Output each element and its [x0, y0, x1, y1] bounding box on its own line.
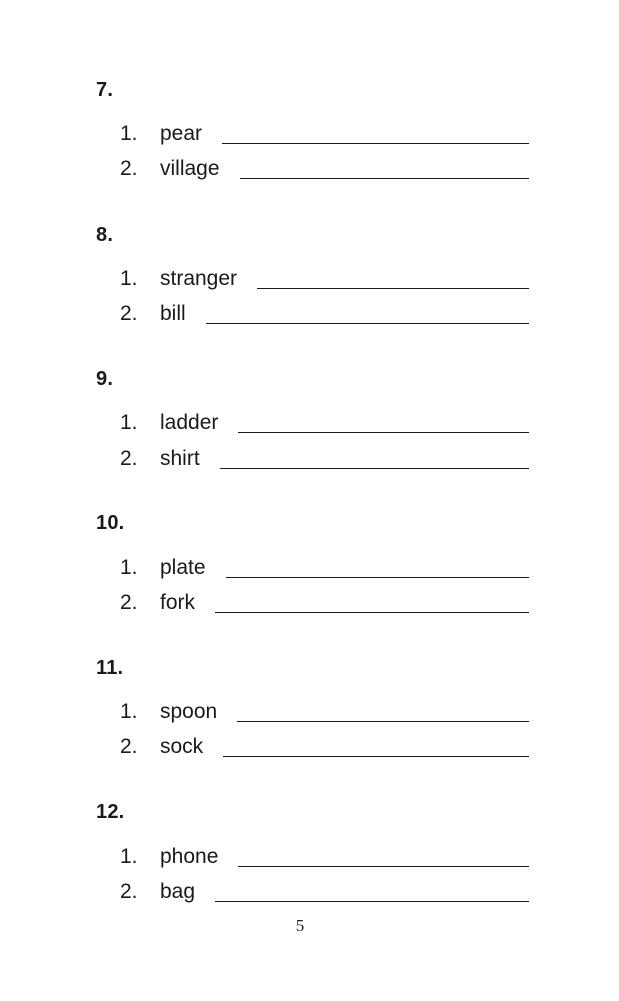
item-word: village	[160, 157, 220, 180]
item-word: bag	[160, 880, 196, 903]
section-number: 10.	[96, 512, 125, 534]
answer-line[interactable]	[215, 900, 529, 902]
list-item	[120, 118, 529, 146]
section-number: 9.	[96, 368, 114, 390]
answer-line[interactable]	[237, 720, 529, 722]
list-item	[120, 876, 529, 904]
answer-line[interactable]	[222, 142, 529, 144]
list-item	[120, 443, 529, 471]
item-number: 1.	[120, 267, 138, 290]
item-number: 2.	[120, 157, 138, 180]
item-number: 1.	[120, 122, 138, 145]
answer-line[interactable]	[238, 431, 529, 433]
item-number: 2.	[120, 880, 138, 903]
list-item	[120, 731, 529, 759]
list-item	[120, 407, 529, 435]
item-word: phone	[160, 845, 219, 868]
answer-line[interactable]	[238, 865, 529, 867]
item-word: sock	[160, 735, 204, 758]
answer-line[interactable]	[226, 576, 529, 578]
answer-line[interactable]	[223, 755, 529, 757]
item-word: bill	[160, 302, 186, 325]
item-word: spoon	[160, 700, 218, 723]
list-item	[120, 696, 529, 724]
answer-line[interactable]	[215, 611, 529, 613]
list-item	[120, 587, 529, 615]
item-number: 2.	[120, 735, 138, 758]
list-item	[120, 298, 529, 326]
answer-line[interactable]	[257, 287, 529, 289]
item-number: 2.	[120, 447, 138, 470]
item-number: 1.	[120, 556, 138, 579]
list-item	[120, 263, 529, 291]
item-number: 1.	[120, 700, 138, 723]
item-word: pear	[160, 122, 203, 145]
section-number: 7.	[96, 79, 114, 101]
list-item	[120, 153, 529, 181]
item-number: 2.	[120, 302, 138, 325]
list-item	[120, 841, 529, 869]
answer-line[interactable]	[206, 322, 529, 324]
section-number: 11.	[96, 657, 124, 679]
section-number: 8.	[96, 224, 114, 246]
answer-line[interactable]	[240, 177, 529, 179]
item-word: ladder	[160, 411, 219, 434]
section-number: 12.	[96, 801, 125, 823]
item-number: 1.	[120, 845, 138, 868]
item-number: 1.	[120, 411, 138, 434]
item-word: plate	[160, 556, 206, 579]
list-item	[120, 552, 529, 580]
answer-line[interactable]	[220, 467, 529, 469]
item-word: shirt	[160, 447, 200, 470]
item-number: 2.	[120, 591, 138, 614]
page-number: 5	[295, 916, 305, 935]
item-word: fork	[160, 591, 196, 614]
item-word: stranger	[160, 267, 238, 290]
